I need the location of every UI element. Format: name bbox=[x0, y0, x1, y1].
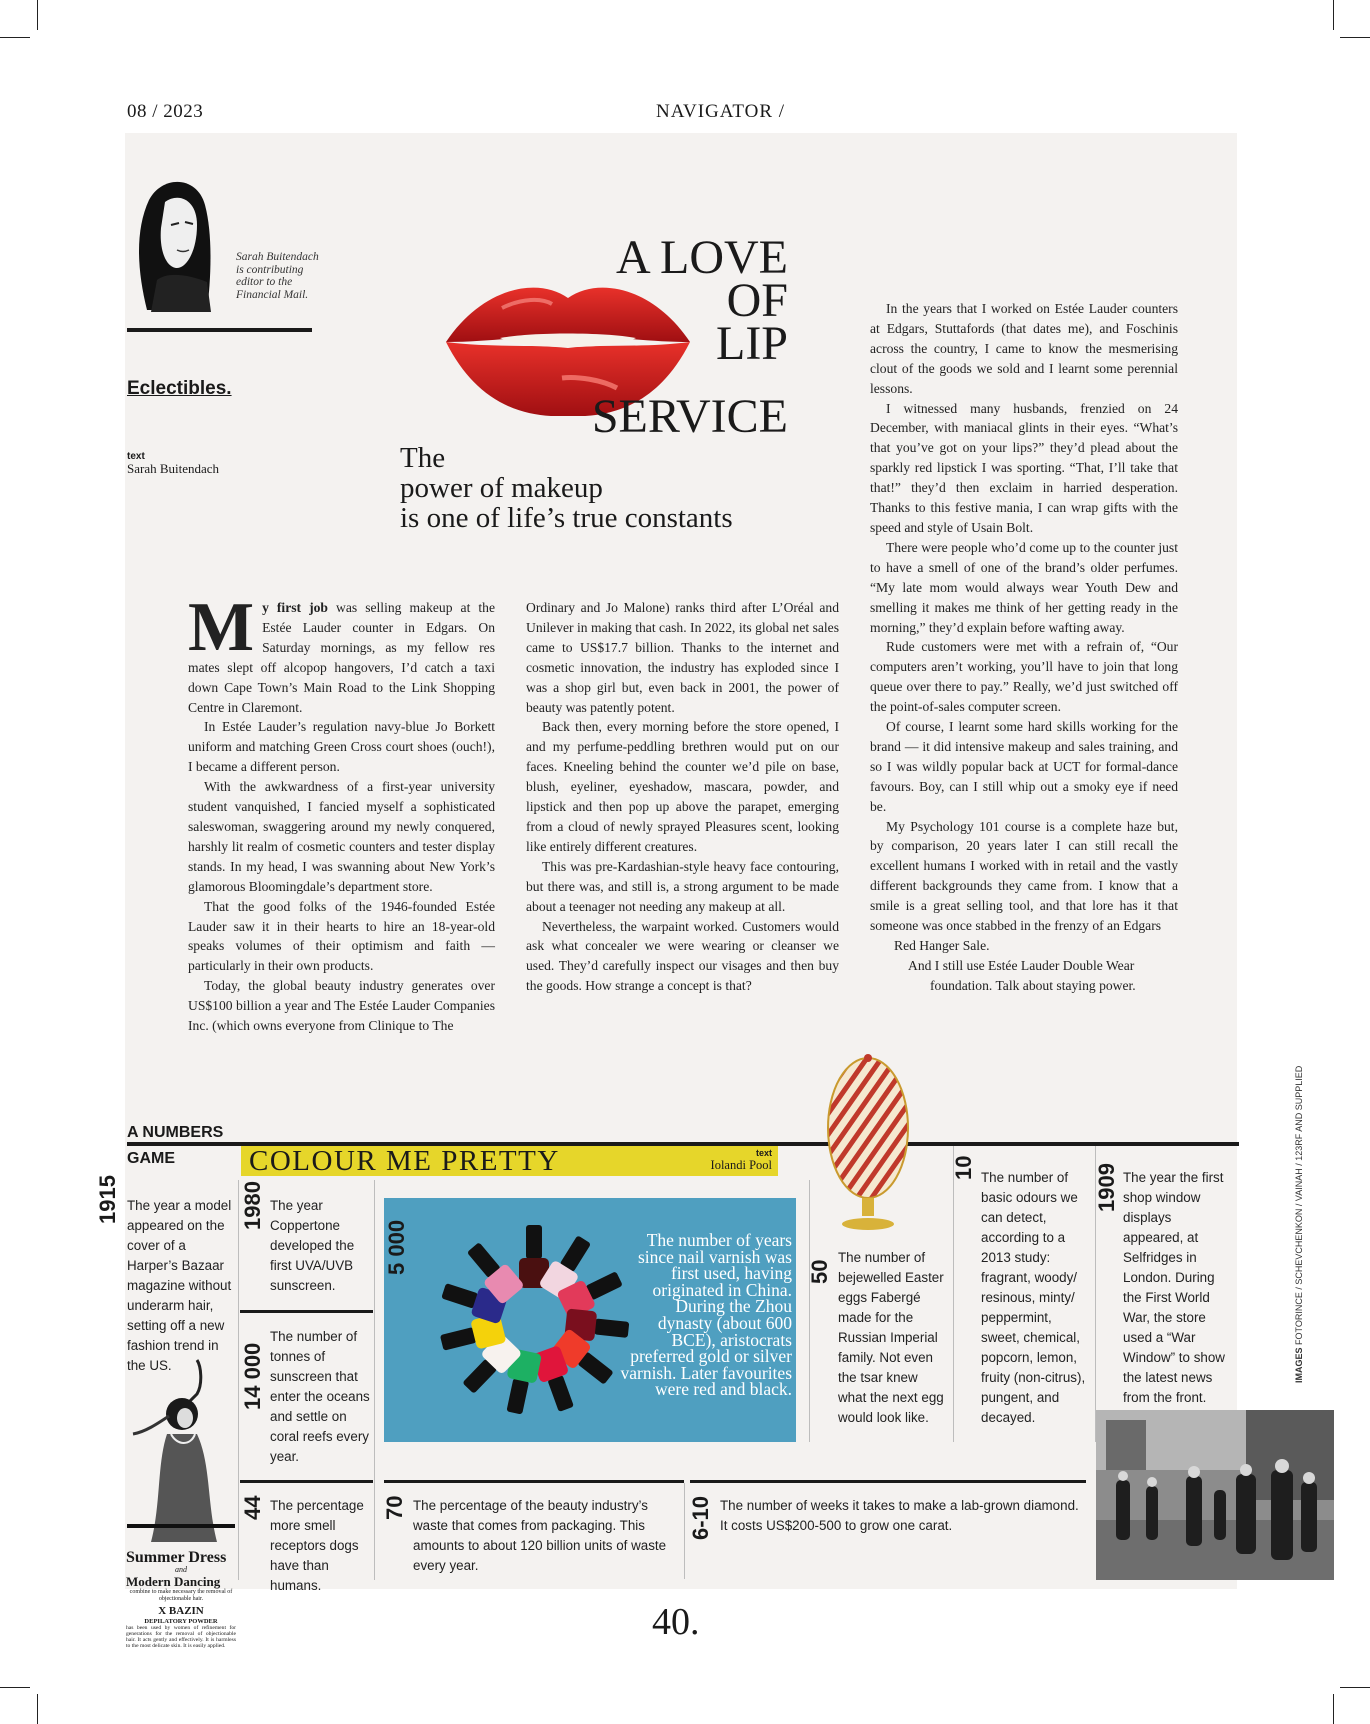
fact-number: 1980 bbox=[240, 1181, 265, 1230]
fact-number: 44 bbox=[240, 1495, 265, 1520]
author-portrait bbox=[127, 170, 215, 312]
standfirst-line-1: The bbox=[400, 442, 446, 474]
section-title: NAVIGATOR / bbox=[656, 101, 786, 122]
image-credit: IMAGES FOTORINCE / SCHEVCHENKON / VAINAH / 123RF AND SUPPLIED bbox=[1294, 1065, 1304, 1383]
column-divider bbox=[374, 1180, 375, 1580]
credit-label: text bbox=[127, 451, 145, 462]
article-column-3 bbox=[870, 299, 1178, 996]
author-bio: Sarah Buitendach is contributing editor to the Financial Mail. bbox=[236, 251, 319, 301]
crop-mark bbox=[1333, 0, 1334, 30]
fact-number: 14 000 bbox=[240, 1342, 265, 1410]
bio-rule bbox=[127, 328, 312, 332]
fact-text-overlay: The number of years since nail varnish was first used, having originated in China. During the Zhou dynasty (about 600 BCE), aristocrats preferred gold or silver varnish. Later favourites were red and black. bbox=[620, 1230, 792, 1400]
fact-number: 10 bbox=[951, 1155, 976, 1180]
column-divider bbox=[238, 1180, 239, 1580]
crop-mark bbox=[1340, 37, 1370, 38]
article-column-1 bbox=[188, 589, 495, 1036]
column-divider bbox=[953, 1146, 954, 1442]
crop-mark bbox=[1333, 1694, 1334, 1724]
headline bbox=[560, 231, 788, 370]
faberge-egg-image bbox=[818, 1040, 918, 1240]
fact-text: The year a model appeared on the cover of a Harper’s Bazaar magazine without underarm hair, setting off a new fashion trend in the US. bbox=[127, 1198, 232, 1373]
fact-text: The number of tonnes of sunscreen that enter the oceans and settle on coral reefs every year. bbox=[270, 1329, 370, 1464]
article-paragraph: My first job was selling makeup at the Estée Lauder counter in Edgars. On Saturday mornings, as my fellow res mates slept off alcopop hangovers, I’d catch a taxi down Cape Town’s Main Road to the Link Shopping Centre in Claremont. bbox=[188, 589, 495, 715]
article-paragraph: In the years that I worked on Estée Lauder counters at Edgars, Stuttafords (that dates me), and Foschinis across the country, I came to know the mesmerising clout of the goods we sold and I learnt some perennial lessons. bbox=[870, 301, 1178, 396]
banner-credit: text Iolandi Pool bbox=[710, 1148, 772, 1172]
fact-text: The percentage more smell receptors dogs have than humans. bbox=[270, 1498, 364, 1593]
article-paragraph: That the good folks of the 1946-founded Estée Lauder saw it in their hearts to hire an 18-year-old speaks volumes of their optimism and faith — particularly in their own products. bbox=[188, 898, 495, 974]
article-paragraph: Of course, I learnt some hard skills working for the brand — it did intensive makeup and sales training, and so I was wildly popular back at UCT for formal-dance favours. Boy, can I still whip out a smoky eye if need be. bbox=[870, 719, 1178, 814]
drop-cap: M bbox=[188, 589, 255, 666]
fact-number: 5 000 bbox=[384, 1219, 409, 1275]
crop-mark bbox=[0, 1687, 30, 1688]
vintage-advert: Summer Dress and Modern Dancing combine to make necessary the removal of objectionable hair. X BAZIN DEPILATORY POWDER has been used by women of refinement for generations for the removal of objectionable hair. It acts gently and effectively. It is harmless to the most delicate skin. It is easily applied. bbox=[126, 1549, 236, 1650]
lead-in: y first job bbox=[262, 600, 328, 615]
fact-text: The percentage of the beauty industry’s waste that comes from packaging. This amounts to about 120 billion units of waste every year. bbox=[413, 1498, 667, 1573]
article-line: Red Hanger Sale. bbox=[894, 938, 990, 953]
headline-line-3: LIP bbox=[716, 317, 788, 370]
column-divider bbox=[684, 1483, 685, 1579]
fact-rule bbox=[384, 1480, 684, 1483]
fact-rule bbox=[240, 1480, 373, 1483]
headline-line-4: SERVICE bbox=[591, 390, 788, 443]
numbers-title: A NUMBERS GAME bbox=[127, 1124, 224, 1167]
article-paragraph: I witnessed many husbands, frenzied on 24 December, with maniacal glints in their eyes. “What’s that you’ve got on your lips?” they’d plead about the sparkly red lipstick I was sporting. “That, I’ll take that that!” they’d then exclaim in harried desperation. Thanks to this festive mania, I can wrap gifts with the speed and style of Usain Bolt. bbox=[870, 400, 1178, 535]
article-column-2 bbox=[526, 598, 839, 996]
crop-mark bbox=[0, 37, 30, 38]
fact-text: The number of basic odours we can detect, according to a 2013 study: fragrant, woody/ resinous, minty/ peppermint, sweet, chemical, popcorn, lemon, fruity (non-citrus), pungent, and decayed. bbox=[981, 1170, 1086, 1425]
article-paragraph: With the awkwardness of a first-year university student vanquished, I fancied myself a sophisticated saleswoman, swaggering around my newly conquered, harshly lit realm of cosmetic counters and tester display stands. In my head, I was swanning about New York’s glamorous Bloomingdale’s department store. bbox=[188, 779, 495, 894]
selfridges-street-photo bbox=[1096, 1410, 1334, 1580]
fact-number: 1909 bbox=[1094, 1163, 1119, 1212]
headline-line-1: A LOVE bbox=[616, 231, 788, 284]
article-paragraph: This was pre-Kardashian-style heavy face contouring, but there was, and still is, a strong argument to be made about a teenager not needing any makeup at all. bbox=[526, 858, 839, 914]
crop-mark bbox=[37, 1694, 38, 1724]
column-name: Eclectibles. bbox=[127, 378, 232, 399]
crop-mark bbox=[37, 0, 38, 30]
article-paragraph: Ordinary and Jo Malone) ranks third after L’Oréal and Unilever in making that cash. In 2022, its global net sales came to US$17.7 billion. Thanks to the internet and cosmetic innovation, the industry has exploded since I was a shop girl but, even back in 2001, the power of beauty was patently potent. bbox=[526, 600, 839, 715]
fact-text: The year Coppertone developed the first UVA/UVB sunscreen. bbox=[270, 1198, 355, 1293]
fact-number: 6-10 bbox=[688, 1495, 713, 1540]
credit-name: Sarah Buitendach bbox=[127, 461, 220, 476]
standfirst bbox=[400, 443, 733, 533]
article-line: And I still use Estée Lauder Double Wear bbox=[908, 957, 1135, 973]
page-number: 40. bbox=[652, 1601, 700, 1643]
banner-title: COLOUR ME PRETTY bbox=[249, 1145, 560, 1177]
fact-rule bbox=[240, 1310, 373, 1313]
fact-text: The number of weeks it takes to make a lab-grown diamond. It costs US$200-500 to grow one carat. bbox=[720, 1498, 1079, 1533]
article-paragraph: Rude customers were met with a refrain of, “Our computers aren’t working, you’ll have to join that long queue over there to pay.” Really, we’d just switched off the point-of-sales computer screen. bbox=[870, 639, 1178, 715]
column-divider bbox=[809, 1180, 810, 1442]
headline-line-2: OF bbox=[726, 274, 788, 327]
article-line: foundation. Talk about staying power. bbox=[930, 977, 1136, 993]
fact-number: 50 bbox=[807, 1259, 832, 1284]
article-paragraph: In Estée Lauder’s regulation navy-blue Jo Borkett uniform and matching Green Cross court shoes (ouch!), I became a different person. bbox=[188, 719, 495, 775]
fact-number: 1915 bbox=[95, 1175, 120, 1224]
fact-text: The year the first shop window displays appeared, at Selfridges in London. During the First World War, the store used a “War Window” to show the latest news from the front. bbox=[1123, 1170, 1225, 1405]
standfirst-line-2: power of makeup bbox=[400, 472, 603, 504]
article-paragraph: My Psychology 101 course is a complete haze but, by comparison, 20 years later I can still recall the excellent humans I worked with in retail and the vastly different backgrounds they came from. I know that a smile is a great selling tool, and that lore has it that someone was once stabbed in the frenzy of an Edgars bbox=[870, 818, 1178, 934]
article-paragraph: Nevertheless, the warpaint worked. Customers would ask what concealer we were wearing or cleanser we used. They’d carefully inspect our visages and then buy the goods. How strange a concept is that? bbox=[526, 918, 839, 994]
standfirst-line-3: is one of life’s true constants bbox=[400, 502, 733, 534]
fact-rule bbox=[690, 1480, 1086, 1483]
crop-mark bbox=[1340, 1687, 1370, 1688]
fact-number: 70 bbox=[382, 1495, 407, 1520]
fact-text: The number of bejewelled Easter eggs Fabergé made for the Russian Imperial family. Not even the tsar knew what the next egg would look like. bbox=[838, 1250, 944, 1425]
article-paragraph: Back then, every morning before the store opened, I and my perfume-peddling brethren would put on our faces. Kneeling behind the counter we’d pile on base, blush, eyeliner, eyeshadow, mascara, powder, and lipstick and then pop up above the parapet, emerging from a cloud of newly sprayed Pleasures scent, looking like entirely different creatures. bbox=[526, 719, 839, 854]
article-paragraph: There were people who’d come up to the counter just to have a smell of one of the brand’s older perfumes. “My late mom would always wear Youth Dew and smelling it makes me think of her getting ready in the morning,” they’d explain before wafting away. bbox=[870, 539, 1178, 635]
issue-date: 08 / 2023 bbox=[127, 101, 204, 122]
vintage-dancer-image bbox=[127, 1354, 235, 1544]
article-paragraph: Today, the global beauty industry generates over US$100 billion a year and The Estée Lauder Companies Inc. (which owns everyone from Clinique to The bbox=[188, 978, 495, 1034]
